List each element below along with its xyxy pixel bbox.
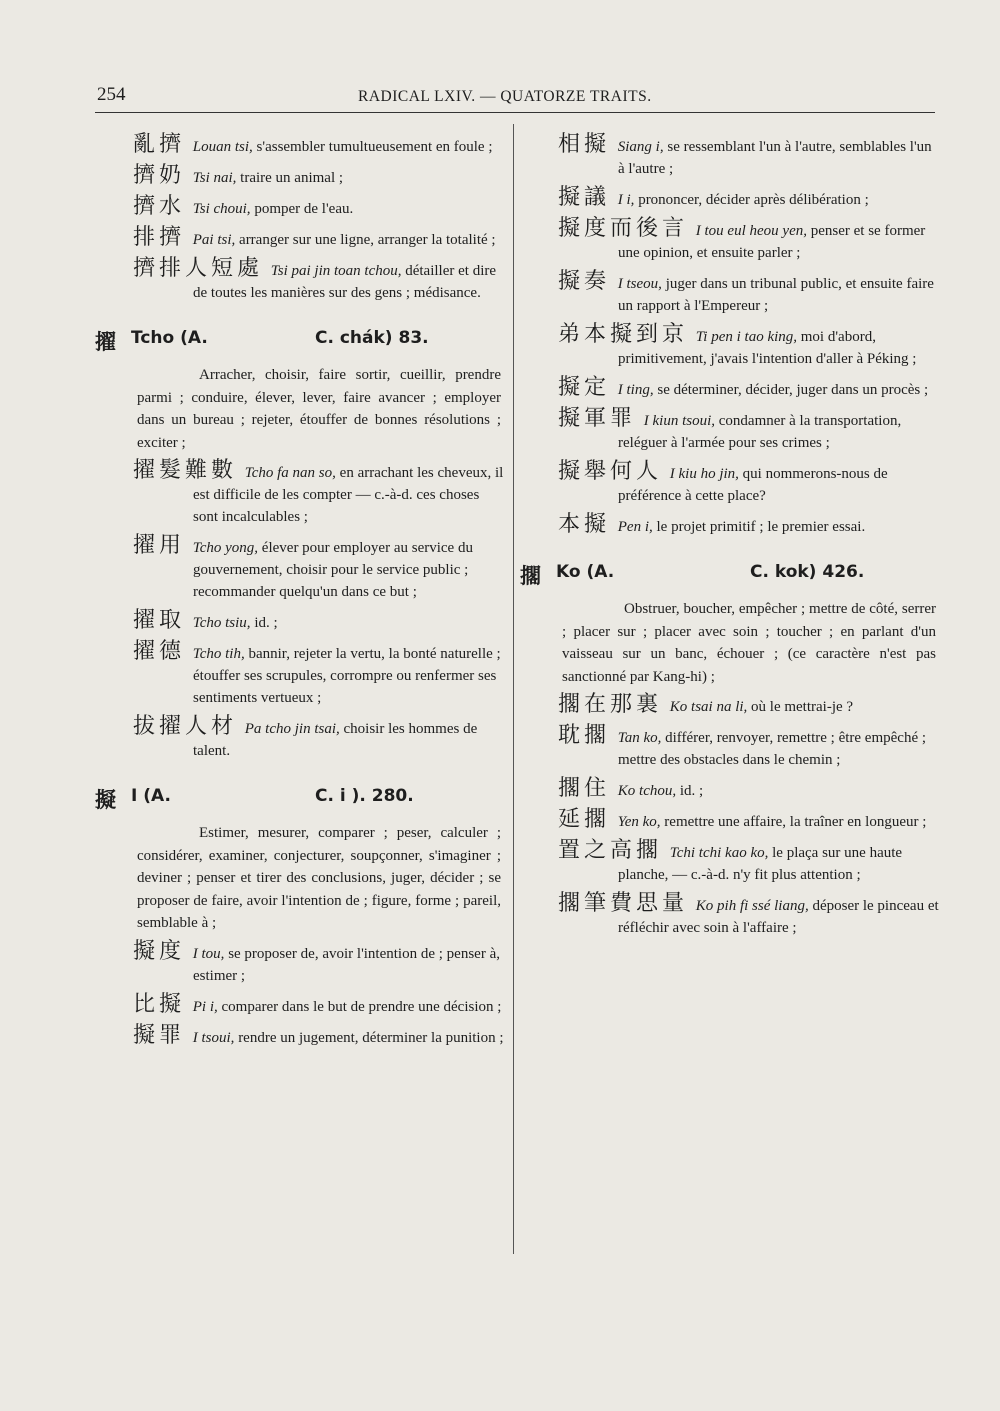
headword-tcho (95, 326, 505, 356)
dictionary-entry (520, 778, 940, 802)
entry-hanzi: 擢德 (133, 639, 186, 664)
headword-romanization: Ko (A. (556, 562, 615, 582)
entry-romanization: I tseou, (617, 276, 662, 292)
entry-romanization: Ko tchou, (617, 783, 677, 799)
entry-definition: id. ; (679, 783, 704, 799)
dictionary-entry (95, 134, 505, 158)
entry-definition: prononcer, décider après délibération ; (638, 192, 869, 208)
entry-romanization: Tsi pai jin toan tchou, (270, 263, 402, 279)
entry-definition: bannir, rejeter la vertu, la bonté naturelle ; étouffer ses scrupules, corrompre ou renfermer ses sentiments vertueux ; (193, 646, 501, 706)
entry-definition: où le mettrai-je ? (751, 699, 854, 715)
dictionary-entry (95, 991, 505, 1018)
entry-romanization: Pen i, (617, 519, 653, 535)
entry-hanzi: 擠排人短處 (133, 256, 264, 281)
entry-definition: traire un animal ; (240, 170, 344, 186)
entry-definition: choisir les hommes de talent. (193, 721, 478, 759)
entry-romanization: I kiun tsoui, (643, 413, 716, 429)
dictionary-entry (520, 809, 940, 833)
entry-definition: id. ; (254, 615, 278, 631)
entry-definition: élever pour employer au service du gouvernement, choisir pour le service public ; recommander quelqu'un dans ce but ; (193, 540, 473, 600)
entry-hanzi: 擬奏 (558, 269, 611, 294)
entry-romanization: Ti pen i tao king, (695, 329, 798, 345)
headword-ko (520, 560, 940, 590)
entry-list (95, 460, 505, 762)
entry-hanzi: 擢用 (133, 533, 186, 558)
dictionary-entry (95, 227, 505, 251)
entry-hanzi: 置之高擱 (558, 838, 663, 863)
entry-hanzi: 擬度而後言 (558, 216, 689, 241)
entry-romanization: I tsoui, (192, 1029, 235, 1046)
entry-hanzi: 擬罪 (133, 1022, 186, 1048)
entry-hanzi: 擬度 (133, 938, 186, 964)
entry-definition: comparer dans le but de prendre une décision ; (221, 998, 502, 1015)
entry-hanzi: 比擬 (133, 991, 186, 1017)
column-divider (513, 124, 514, 1254)
dictionary-entry (95, 938, 505, 987)
page-number: 254 (97, 84, 126, 105)
headword-cantonese: C. i ). 280. (315, 786, 414, 806)
dictionary-entry (520, 408, 940, 454)
entry-romanization: Pai tsi, (192, 232, 236, 248)
entry-hanzi: 本擬 (558, 512, 611, 537)
dictionary-entry (520, 725, 940, 771)
dictionary-entry (95, 460, 505, 528)
dictionary-entry (95, 610, 505, 634)
entry-list (95, 134, 505, 304)
headword-definition: Obstruer, boucher, empêcher ; mettre de côté, serrer ; placer sur ; placer avec soin ; toucher ; en parlant d'un vaisseau sur un banc, échouer ; (ce caractère n'est pas sanctionné par Kang-hi) ; (562, 601, 936, 685)
entry-romanization: I tou, (192, 945, 225, 962)
headword-i (95, 784, 505, 814)
entry-romanization: Tcho fa nan so, (244, 465, 336, 481)
entry-romanization: Siang i, (617, 139, 664, 155)
entry-definition: différer, renvoyer, remettre ; être empêché ; mettre des obstacles dans le chemin ; (618, 730, 927, 768)
entry-hanzi: 耽擱 (558, 723, 611, 748)
entry-definition: se ressemblant l'un à l'autre, semblables l'un à l'autre ; (618, 139, 932, 177)
left-column (95, 134, 505, 1056)
entry-definition: condamner à la transportation, reléguer à l'armée pour ses crimes ; (618, 413, 902, 451)
entry-hanzi: 擢髮難數 (133, 458, 238, 483)
dictionary-entry (520, 840, 940, 886)
entry-definition: juger dans un tribunal public, et ensuite faire un rapport à l'Empereur ; (618, 276, 934, 314)
entry-definition: le plaça sur une haute planche, — c.-à-d. n'y fit plus attention ; (618, 845, 903, 883)
entry-romanization: I i, (617, 192, 635, 208)
dictionary-entry (520, 187, 940, 211)
headword-character: 擢 (95, 330, 116, 354)
entry-hanzi: 擠水 (133, 194, 186, 219)
dictionary-entry (520, 694, 940, 718)
entry-definition: déposer le pinceau et réfléchir avec soin à l'affaire ; (618, 898, 939, 936)
header-rule (95, 112, 935, 113)
entry-hanzi: 拔擢人材 (133, 714, 238, 739)
dictionary-entry (520, 271, 940, 317)
dictionary-entry (520, 134, 940, 180)
dictionary-entry (520, 377, 940, 401)
entry-hanzi: 擠奶 (133, 163, 186, 188)
entry-romanization: Pa tcho jin tsai, (244, 721, 340, 737)
entry-definition: se déterminer, décider, juger dans un procès ; (657, 382, 929, 398)
entry-romanization: Tsi nai, (192, 170, 237, 186)
entry-romanization: Yen ko, (617, 814, 661, 830)
entry-list (520, 694, 940, 939)
entry-definition: pomper de l'eau. (254, 201, 354, 217)
dictionary-entry (95, 196, 505, 220)
entry-hanzi: 相擬 (558, 132, 611, 157)
headword-cantonese: C. kok) 426. (750, 562, 865, 582)
entry-hanzi: 延擱 (558, 807, 611, 832)
entry-romanization: I ting, (617, 382, 654, 398)
dictionary-entry (95, 1022, 505, 1049)
headword-romanization: I (A. (131, 786, 171, 806)
dictionary-entry (520, 893, 940, 939)
entry-hanzi: 擬議 (558, 185, 611, 210)
headword-character: 擱 (520, 564, 541, 588)
entry-definition: remettre une affaire, la traîner en longueur ; (664, 814, 927, 830)
dictionary-entry (95, 165, 505, 189)
headword-definition: Estimer, mesurer, comparer ; peser, calculer ; considérer, examiner, conjecturer, soupçonner, s'imaginer ; deviner ; penser et tirer des conclusions, juger, décider ; se proposer de faire, avoir l'intention de ; figure, forme ; pareil, semblable à ; (137, 825, 501, 931)
entry-hanzi: 亂擠 (133, 132, 186, 157)
headword-character: 擬 (95, 788, 116, 812)
entry-romanization: I tou eul heou yen, (695, 223, 807, 239)
entry-romanization: Louan tsi, (192, 139, 253, 155)
entry-romanization: Tcho tsiu, (192, 615, 251, 631)
dictionary-entry (95, 641, 505, 709)
entry-romanization: Pi i, (192, 998, 218, 1015)
entry-definition: moi d'abord, primitivement, j'avais l'intention d'aller à Péking ; (618, 329, 917, 367)
right-column (520, 134, 940, 946)
entry-definition: se proposer de, avoir l'intention de ; penser à, estimer ; (193, 945, 500, 984)
entry-hanzi: 擬定 (558, 375, 611, 400)
entry-definition: détailler et dire de toutes les manières sur des gens ; médisance. (193, 263, 497, 301)
entry-romanization: Tcho tih, (192, 646, 245, 662)
entry-hanzi: 擬軍罪 (558, 406, 637, 431)
entry-hanzi: 擱在那裏 (558, 692, 663, 717)
entry-hanzi: 擱筆費思量 (558, 891, 689, 916)
dictionary-entry (95, 258, 505, 304)
entry-definition: en arrachant les cheveux, il est difficile de les compter — c.-à-d. ces choses sont incalculables ; (193, 465, 504, 525)
dictionary-entry (520, 461, 940, 507)
entry-hanzi: 排擠 (133, 225, 186, 250)
dictionary-entry (520, 218, 940, 264)
entry-definition: s'assembler tumultueusement en foule ; (256, 139, 493, 155)
entry-hanzi: 擢取 (133, 608, 186, 633)
dictionary-entry (95, 535, 505, 603)
page-header (95, 82, 935, 112)
dictionary-entry (520, 324, 940, 370)
entry-romanization: Tsi choui, (192, 201, 251, 217)
headword-romanization: Tcho (A. (131, 328, 208, 348)
entry-romanization: Ko pih fi ssé liang, (695, 898, 809, 914)
headword-definition: Arracher, choisir, faire sortir, cueillir, prendre parmi ; conduire, élever, lever, faire avancer ; employer dans un bureau ; rejeter, étouffer de bonnes résolutions ; exciter ; (137, 367, 501, 451)
dictionary-entry (95, 716, 505, 762)
entry-list (520, 134, 940, 538)
entry-definition: le projet primitif ; le premier essai. (656, 519, 866, 535)
entry-romanization: Tan ko, (617, 730, 662, 746)
entry-definition: rendre un jugement, déterminer la punition ; (238, 1029, 504, 1046)
entry-hanzi: 弟本擬到京 (558, 322, 689, 347)
entry-hanzi: 擱住 (558, 776, 611, 801)
entry-romanization: Tchi tchi kao ko, (669, 845, 769, 861)
dictionary-entry (520, 514, 940, 538)
entry-romanization: Ko tsai na li, (669, 699, 748, 715)
running-title: RADICAL LXIV. — QUATORZE TRAITS. (358, 88, 652, 105)
entry-romanization: I kiu ho jin, (669, 466, 739, 482)
entry-definition: qui nommerons-nous de préférence à cette place? (618, 466, 888, 504)
entry-definition: penser et se former une opinion, et ensuite parler ; (618, 223, 926, 261)
entry-list (95, 938, 505, 1049)
entry-definition: arranger sur une ligne, arranger la totalité ; (239, 232, 496, 248)
entry-hanzi: 擬舉何人 (558, 459, 663, 484)
entry-romanization: Tcho yong, (192, 540, 259, 556)
headword-cantonese: C. chák) 83. (315, 328, 429, 348)
